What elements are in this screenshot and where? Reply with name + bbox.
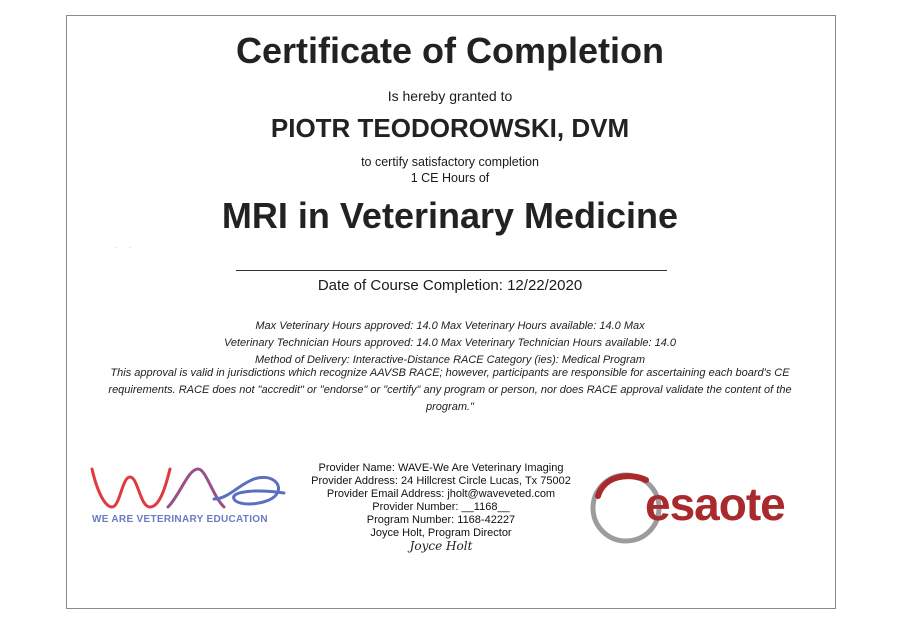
esaote-wordmark: esaote [645,478,785,530]
program-director: Joyce Holt, Program Director [370,527,512,539]
scan-specks: · · [115,243,132,252]
approval-line: This approval is valid in jurisdictions which recognize AAVSB RACE; however, participants are responsible for ascertaining each board's CE [110,367,790,379]
recipient-name: PIOTR TEODOROWSKI, DVM [270,113,630,143]
provider-number: Provider Number: __1168__ [372,501,510,513]
wave-tagline: WE ARE VETERINARY EDUCATION [92,514,268,525]
approval-line: program." [426,401,474,413]
completion-date: Date of Course Completion: 12/22/2020 [317,277,583,294]
certificate-title: Certificate of Completion [235,30,665,71]
program-number: Program Number: 1168-42227 [366,514,516,526]
provider-email: Provider Email Address: jholt@waveveted.com [326,488,556,500]
approval-line: Method of Delivery: Interactive-Distance RACE Category (ies): Medical Program [254,354,646,366]
granted-text: Is hereby granted to [387,88,513,104]
provider-address: Provider Address: 24 Hillcrest Circle Lucas, Tx 75002 [311,475,571,487]
provider-name: Provider Name: WAVE-We Are Veterinary Imaging [318,462,564,474]
approval-line: Veterinary Technician Hours approved: 14.0 Max Veterinary Technician Hours available: 14.0 [223,337,677,349]
approval-line: Max Veterinary Hours approved: 14.0 Max Veterinary Hours available: 14.0 Max [255,320,645,332]
certify-text: to certify satisfactory completion [361,155,539,169]
director-signature: Joyce Holt [409,539,473,553]
signature-line [236,270,667,271]
provider-block [296,462,586,553]
course-name: MRI in Veterinary Medicine [221,195,679,236]
ce-hours-text: 1 CE Hours of [410,171,490,185]
approval-line: requirements. RACE does not "accredit" or "endorse" or "certify" any program or person, nor does RACE approval validate the content of the [108,384,792,396]
